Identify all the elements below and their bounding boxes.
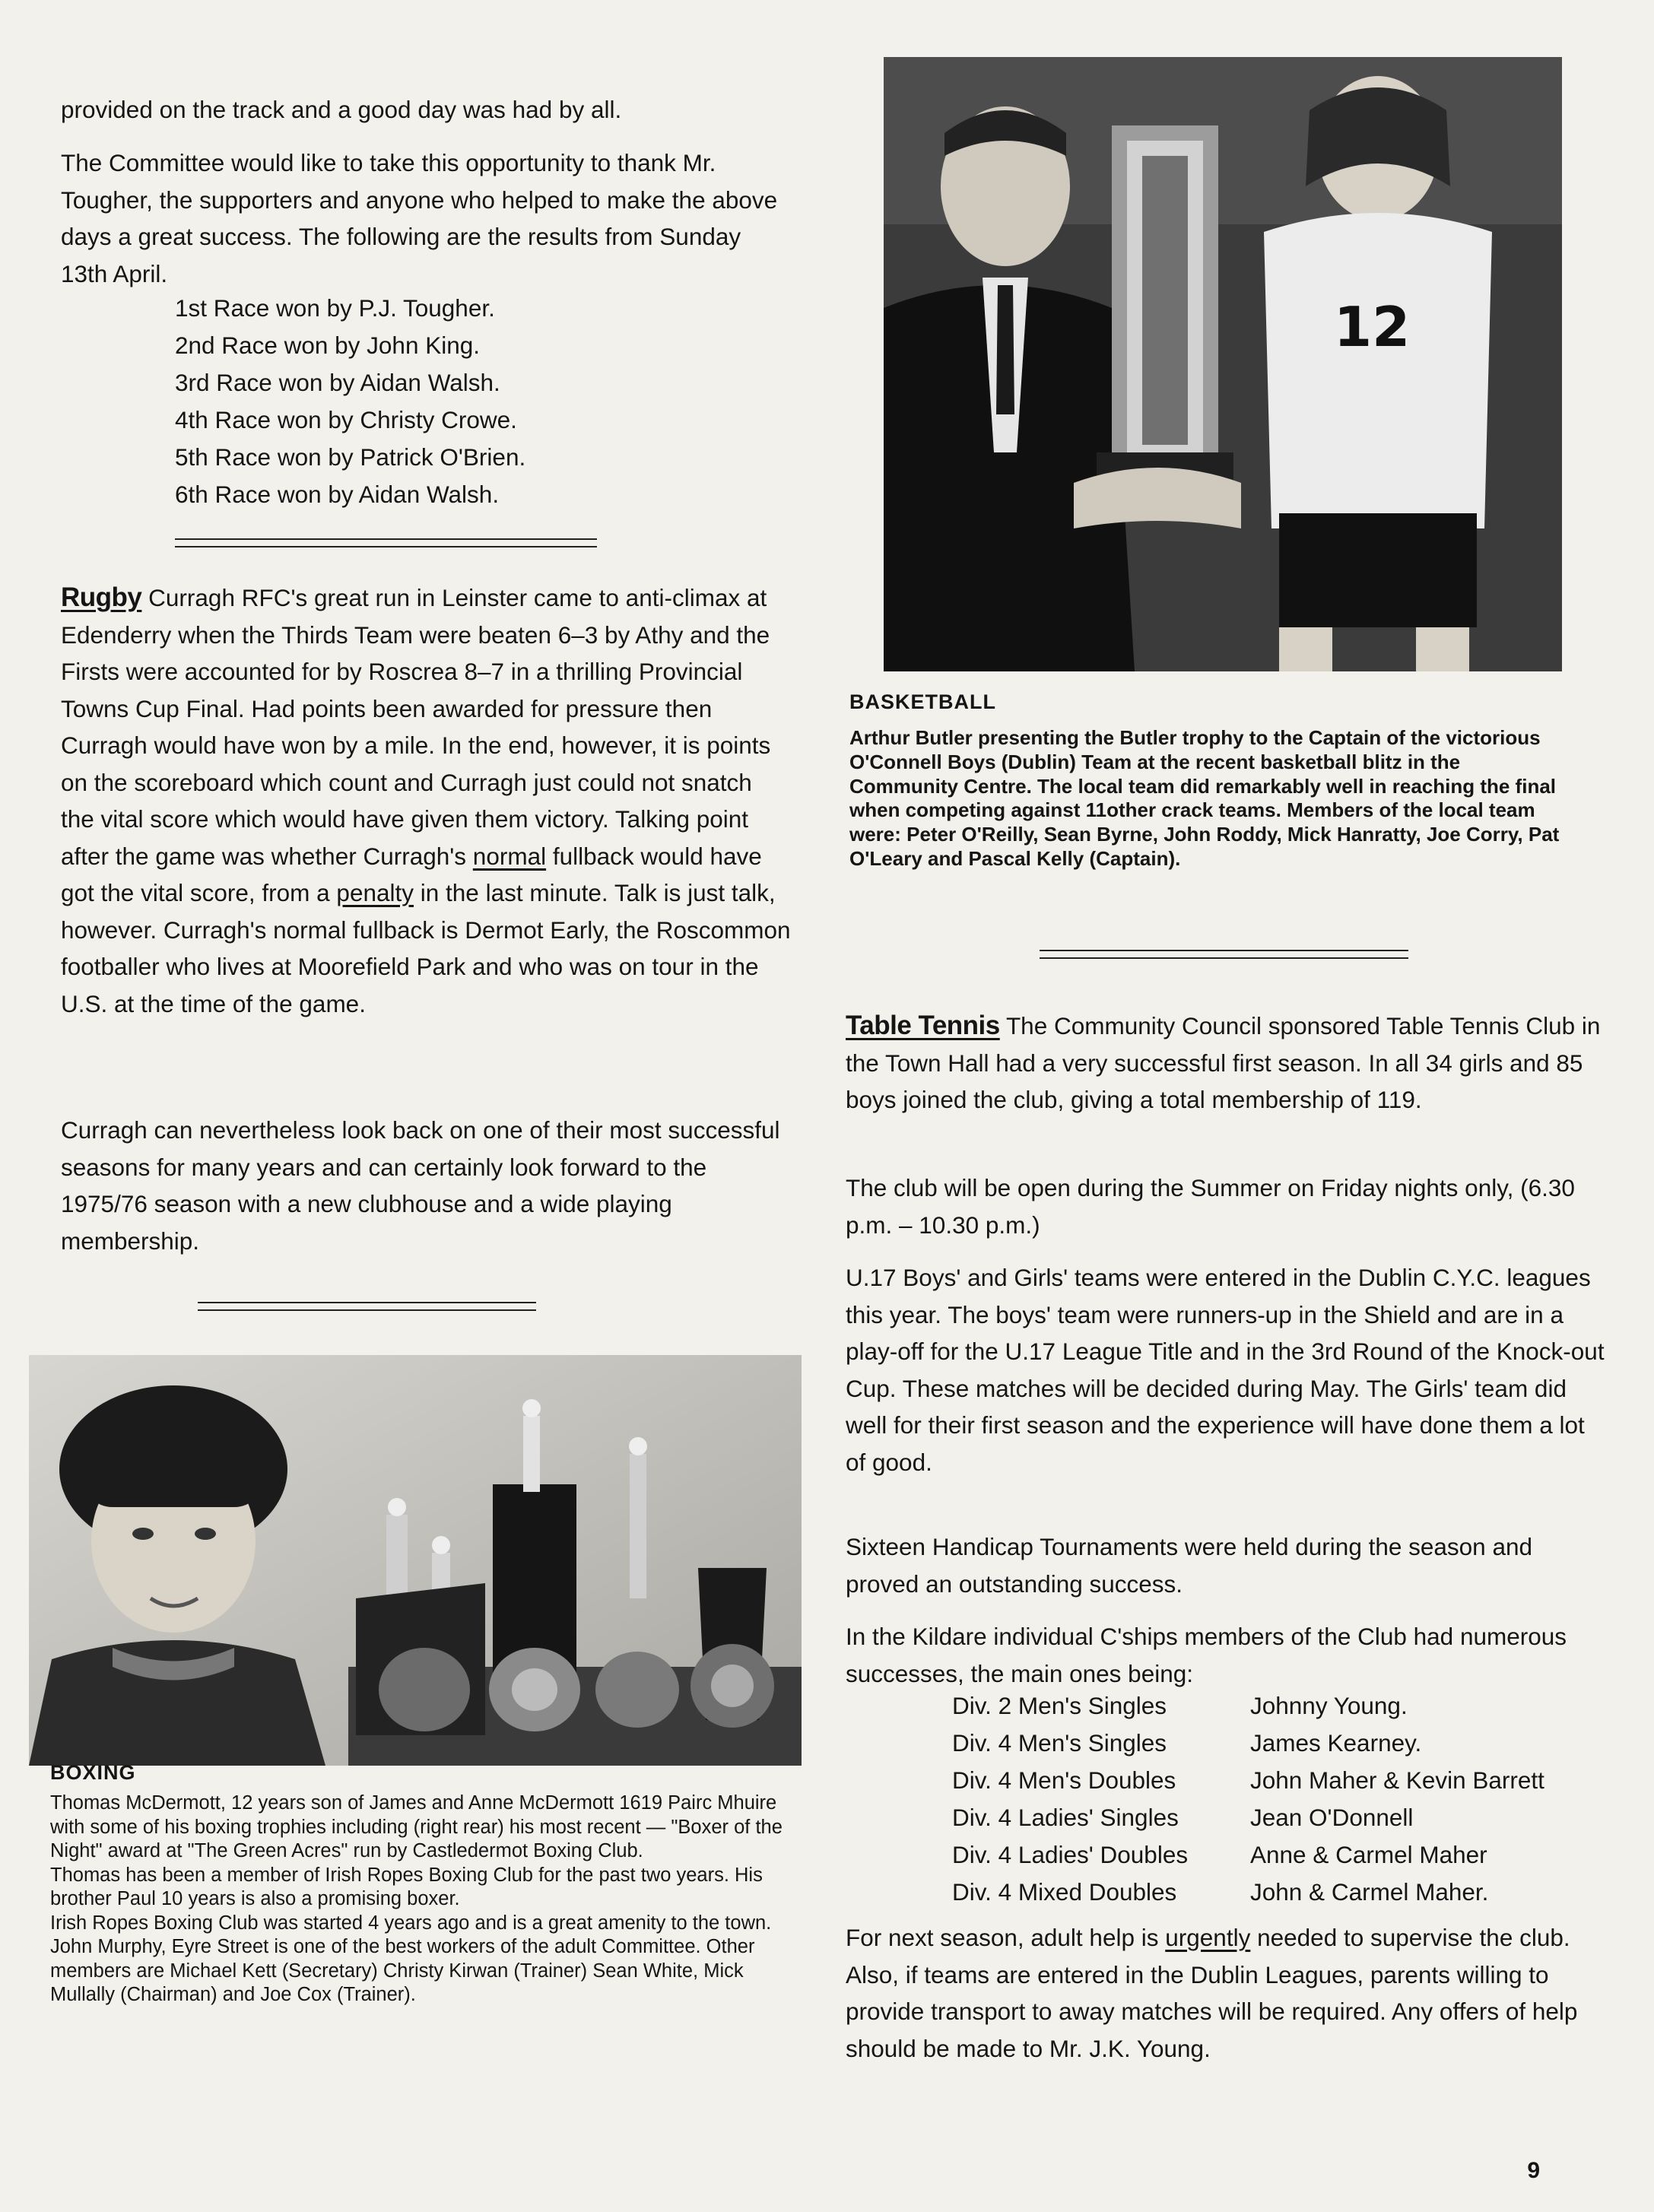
boxing-caption: Thomas McDermott, 12 years son of James and Anne McDermott 1619 Pairc Mhuire with some of his boxing trophies including (right rear) his most recent — "Boxer of the Night" award at "The Green Acres" run by Castledermot Boxing Club. Thomas has been a member of Irish Ropes Boxing Club for the past two years. His brother Paul 10 years is also a promising boxer. Irish Ropes Boxing Club was started 4 years ago and is a great amenity to the town. John Murphy, Eyre Street is one of the best workers of the adult Committee. Other members are Michael Kett (Secretary) Christy Kirwan (Trainer) Sean White, Mick Mullally (Chairman) and Joe Cox (Trainer).: [50, 1792, 783, 2005]
table-tennis-paragraph: Table Tennis The Community Council sponsored Table Tennis Club in the Town Hall had a very successful first season. In all 34 girls and 85 boys joined the club, giving a total membership of 119.: [846, 1011, 1601, 1113]
boxing-caption-title: BOXING: [50, 1761, 136, 1784]
leagues-paragraph: U.17 Boys' and Girls' teams were entered in the Dublin C.Y.C. leagues this year. The boys' team were runners-up in the Shield and are in a play-off for the U.17 League Title and in the 3rd Round of the Knock-out Cup. These matches will be decided during May. The Girls' team did well for their first season and the experience will have done them a lot of good.: [846, 1264, 1605, 1476]
basketball-caption-title: BASKETBALL: [849, 690, 996, 713]
table-row: Div. 4 Ladies' Doubles Anne & Carmel Maher: [952, 1841, 1487, 1868]
race-results-list: [175, 290, 525, 513]
table-row: Div. 4 Ladies' Singles Jean O'Donnell: [952, 1804, 1414, 1831]
jersey-number: 12: [1334, 295, 1411, 359]
race-result: 1st Race won by P.J. Tougher.: [175, 294, 495, 322]
boxing-photo: [29, 1355, 802, 1766]
table-row: Div. 4 Men's Doubles John Maher & Kevin Barrett: [952, 1766, 1544, 1794]
club-opening-paragraph: The club will be open during the Summer on Friday nights only, (6.30 p.m. – 10.30 p.m.): [846, 1174, 1575, 1239]
section-divider: [198, 1302, 536, 1311]
committee-thanks-paragraph: The Committee would like to take this opportunity to thank Mr. Tougher, the supporters and anyone who helped to make the above days a great success. The following are the results from Sunday 13th April.: [61, 149, 778, 287]
race-result: 5th Race won by Patrick O'Brien.: [175, 443, 526, 471]
rugby-season-paragraph: Curragh can nevertheless look back on one of their most successful seasons for many years and can certainly look forward to the 1975/76 season with a new clubhouse and a wide playing membership.: [61, 1116, 780, 1255]
section-divider: [1040, 950, 1408, 959]
basketball-trophy-image: [884, 57, 1562, 671]
intro-line: provided on the track and a good day was had by all.: [61, 96, 622, 123]
table-row: Div. 2 Men's Singles Johnny Young.: [952, 1692, 1408, 1719]
race-result: 2nd Race won by John King.: [175, 332, 481, 359]
championship-results-table: [952, 1687, 1544, 1911]
boxing-trophies-image: [29, 1355, 802, 1766]
rugby-paragraph: Rugby Curragh RFC's great run in Leinster came to anti-climax at Edenderry when the Thirds Team were beaten 6–3 by Athy and the Firsts were accounted for by Roscrea 8–7 in a thrilling Provincial Towns Cup Final. Had points been awarded for pressure then Curragh would have won by a mile. In the end, however, it is points on the scoreboard which count and Curragh just could not snatch the vital score which would have given them victory. Talking point after the game was whether Curragh's normal fullback would have got the vital score, from a penalty in the last minute. Talk is just talk, however. Curragh's normal fullback is Dermot Early, the Roscommon footballer who lives at Moorefield Park and who was on tour in the U.S. at the time of the game.: [61, 582, 791, 1017]
race-result: 6th Race won by Aidan Walsh.: [175, 481, 500, 508]
page-number: 9: [1527, 2158, 1540, 2183]
table-tennis-heading: Table Tennis: [846, 1011, 1000, 1040]
race-result: 4th Race won by Christy Crowe.: [175, 406, 517, 433]
section-divider: [175, 538, 597, 547]
race-result: 3rd Race won by Aidan Walsh.: [175, 369, 500, 396]
table-row: Div. 4 Men's Singles James Kearney.: [952, 1729, 1422, 1757]
help-needed-paragraph: For next season, adult help is urgently needed to supervise the club. Also, if teams are entered in the Dublin Leagues, parents willing to provide transport to away matches will be required. Any offers of help should be made to Mr. J.K. Young.: [846, 1924, 1578, 2062]
kildare-championships-paragraph: In the Kildare individual C'ships members of the Club had numerous successes, the main ones being:: [846, 1623, 1567, 1687]
basketball-caption: Arthur Butler presenting the Butler trophy to the Captain of the victorious O'Connell Boys (Dublin) Team at the recent basketball blitz in the Community Centre. The local team did remarkably well in reaching the final when competing against 11other crack teams. Members of the local team were: Peter O'Reilly, Sean Byrne, John Roddy, Mick Hanratty, Joe Corry, Pat O'Leary and Pascal Kelly (Captain).: [849, 726, 1560, 870]
handicap-paragraph: Sixteen Handicap Tournaments were held during the season and proved an outstanding success.: [846, 1533, 1533, 1598]
rugby-heading: Rugby: [61, 582, 142, 612]
table-row: Div. 4 Mixed Doubles John & Carmel Maher.: [952, 1878, 1489, 1906]
basketball-photo: [884, 57, 1562, 671]
